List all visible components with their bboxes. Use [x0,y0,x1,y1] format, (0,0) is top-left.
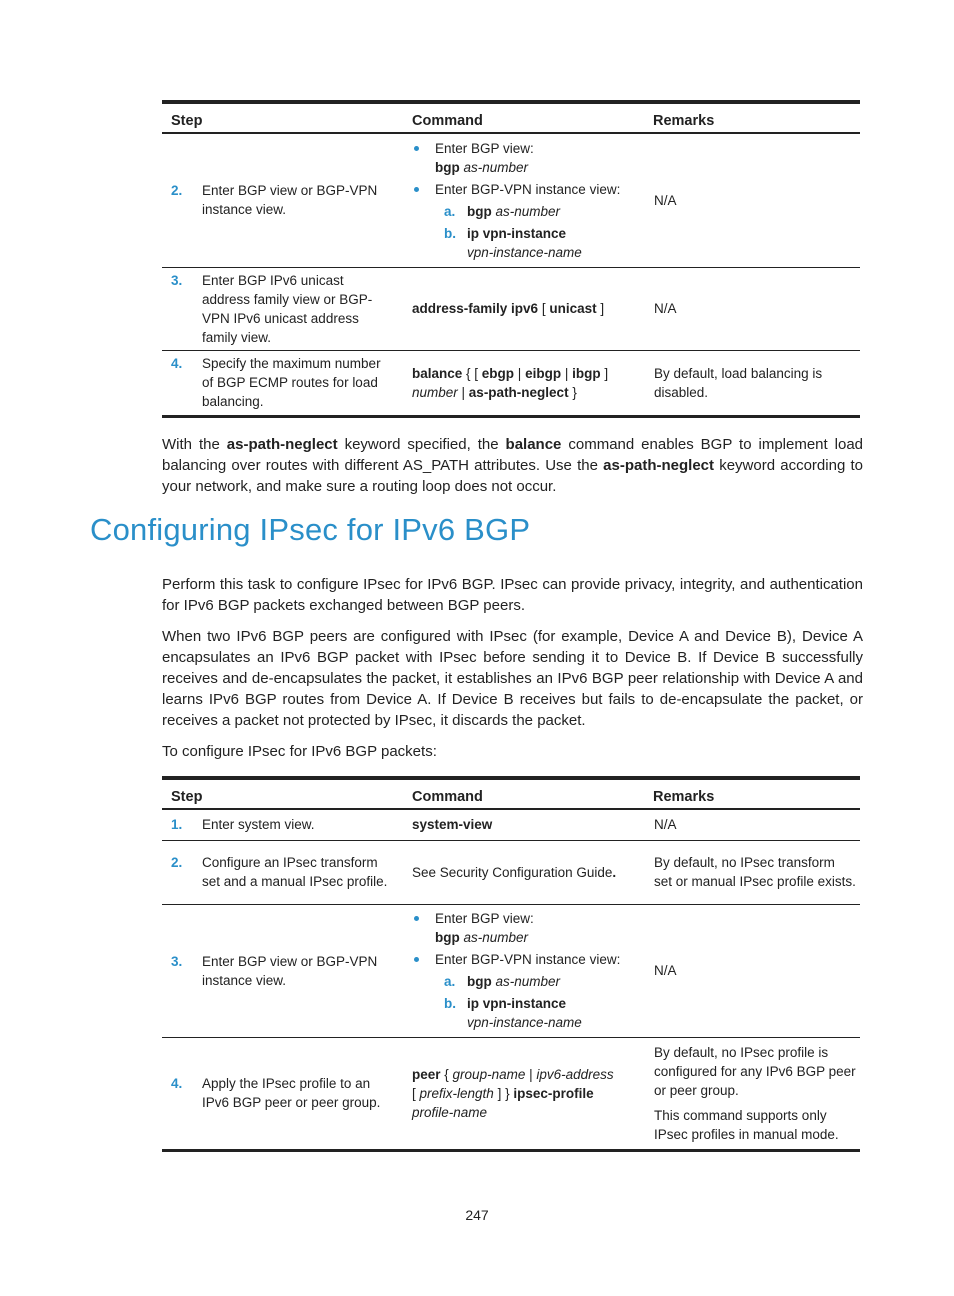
section-heading: Configuring IPsec for IPv6 BGP [90,512,531,547]
table-row [162,267,860,350]
step-number: 2. [171,183,183,199]
step-text: Configure an IPsec transform set and a manual IPsec profile. [202,855,388,889]
header-remarks: Remarks [644,778,860,809]
step-text: Enter BGP view or BGP-VPN instance view. [202,183,378,218]
page-number: 247 [465,1207,489,1223]
step-text: Enter system view. [202,817,315,833]
table-row [162,809,860,840]
list-item: Enter BGP-VPN instance view: [412,180,640,199]
header-command: Command [403,102,644,133]
header-command: Command [403,778,644,809]
ipsec-description-paragraph: When two IPv6 BGP peers are configured with IPsec (for example, Device A and Device B), Device A encapsulates an IPv6 BGP packet with IPsec before sending it to Device B. If Device B successfully receives and de-encapsulates the packet, it establishes an IPv6 BGP peer relationship with Device A and learns IPv6 BGP routes from Device A. If Device B receives but fails to de-encapsulate the packet, or receives a packet not protected by IPsec, it discards the packet. [162,628,863,729]
command-cell: system-view [403,809,644,840]
list-item: Enter BGP view: bgp as-number [412,909,640,947]
step-text: Enter BGP IPv6 unicast address family view or BGP-VPN IPv6 unicast address family view. [202,272,373,345]
remarks-cell: N/A [644,904,860,1037]
step-text: Specify the maximum number of BGP ECMP routes for load balancing. [202,356,381,409]
table-header-row [162,778,860,809]
table-row [162,840,860,904]
table-row [162,904,860,1037]
list-item: Enter BGP-VPN instance view: [412,950,640,969]
remarks-cell: By default, no IPsec profile is configured for any IPv6 BGP peer or peer group. This command supports only IPsec profiles in manual mode. [644,1037,860,1150]
table-header-row [162,102,860,133]
command-keyword: bgp [435,159,460,175]
table-row [162,1037,860,1150]
intro-paragraph: Perform this task to configure IPsec for IPv6 BGP. IPsec can provide privacy, integrity, and authentication for IPv6 BGP packets exchanged between BGP peers. [162,576,863,614]
step-number: 4. [171,356,183,371]
command-cell: See Security Configuration Guide. [403,840,644,904]
command-cell [403,133,644,267]
remarks-cell: N/A [644,267,860,350]
list-item: Enter BGP view: bgp as-number [412,139,640,177]
sub-step-a: a. bgp as-number [444,974,561,989]
step-number: 3. [171,953,183,969]
remarks-cell: N/A [644,133,860,267]
remarks-cell: By default, load balancing is disabled. [644,350,860,416]
step-number: 4. [171,1076,183,1091]
header-step: Step [162,778,403,809]
bgp-ecmp-table [162,100,860,418]
sub-step-b: b. ip vpn-instance vpn-instance-name [444,225,582,260]
table-row [162,350,860,416]
step-text: Enter BGP view or BGP-VPN instance view. [202,953,378,988]
header-remarks: Remarks [644,102,860,133]
ipsec-config-table [162,776,860,1152]
step-number: 2. [171,855,183,870]
sub-step-a: a. bgp as-number [444,203,561,219]
command-argument: as-number [463,159,529,175]
table-lead-in: To configure IPsec for IPv6 BGP packets: [162,743,437,760]
sub-step-b: b. ip vpn-instance vpn-instance-name [444,996,582,1030]
remarks-cell: N/A [644,809,860,840]
step-number: 1. [171,817,183,833]
balance-note-paragraph: With the as-path-neglect keyword specified, the balance command enables BGP to implement load balancing over routes with different AS_PATH attributes. Use the as-path-neglect keyword according to your network, and make sure a routing loop does not occur. [162,436,864,495]
step-number: 3. [171,272,183,288]
command-cell: peer { group-name | ipv6-address [ prefix-length ] } ipsec-profile profile-name [403,1037,644,1150]
command-cell: address-family ipv6 [ unicast ] [403,267,644,350]
step-text: Apply the IPsec profile to an IPv6 BGP peer or peer group. [202,1076,381,1110]
header-step: Step [162,102,403,133]
remarks-cell: By default, no IPsec transform set or manual IPsec profile exists. [644,840,860,904]
table-row [162,133,860,267]
command-cell [403,904,644,1037]
command-cell: balance { [ ebgp | eibgp | ibgp ] number | as-path-neglect } [403,350,644,416]
